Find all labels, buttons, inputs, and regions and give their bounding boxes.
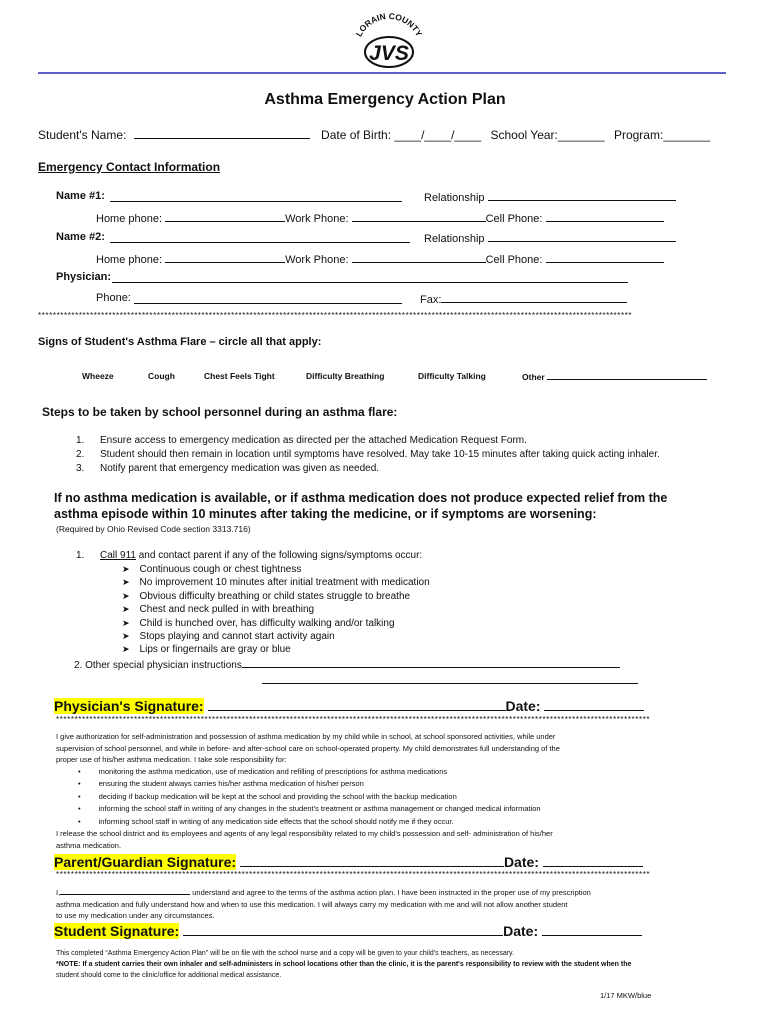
student-date-label: Date:: [503, 923, 539, 939]
call-911-link[interactable]: Call 911: [100, 550, 136, 561]
authorization-text: [56, 731, 560, 766]
relationship1-field[interactable]: [488, 190, 676, 201]
parent-date-field[interactable]: [543, 853, 643, 867]
release-text: [56, 828, 553, 851]
separator-stars-2: ****************************************************************************************************************************************************************: [56, 715, 651, 724]
physician-date-label: Date:: [505, 698, 541, 714]
call-911-number: 1.: [76, 550, 85, 561]
cell-phone2-field[interactable]: [546, 252, 664, 263]
step-2: Student should then remain in location until symptoms have resolved. May take 10-15 minutes after taking quick acting inhaler.: [100, 449, 660, 460]
footer-note-1: This completed “Asthma Emergency Action Plan” will be on file with the school nurse and a copy will be given to your child's teachers, as necessary.: [56, 950, 514, 957]
relationship2-label: Relationship: [424, 233, 485, 245]
release-line-1: I release the school district and its employees and agents of any legal responsibility related to my child's possession and self- administration of his/her: [56, 829, 553, 838]
home-phone1-field[interactable]: [165, 211, 285, 222]
ohio-code-note: (Required by Ohio Revised Code section 3313.716): [56, 524, 251, 534]
svg-text:LORAIN COUNTY: LORAIN COUNTY: [353, 12, 425, 39]
separator-stars: ****************************************************************************************************************************************************************: [38, 311, 633, 320]
sign-wheeze[interactable]: Wheeze: [82, 371, 114, 381]
sign-difficulty-talking[interactable]: Difficulty Talking: [418, 371, 486, 381]
step-1: Ensure access to emergency medication as directed per the attached Medication Request Form.: [100, 435, 527, 446]
responsibility-3: deciding if backup medication will be kept at the school and providing the school with the backup medication: [98, 791, 457, 801]
footer-notes: [56, 948, 631, 981]
emergency-heading: Emergency Contact Information: [38, 160, 221, 174]
sign-chest-tight[interactable]: Chest Feels Tight: [204, 371, 275, 381]
separator-stars-3: ****************************************************************************************************************************************************************: [56, 870, 651, 879]
symptom-1: Continuous cough or chest tightness: [139, 564, 302, 575]
fax-field[interactable]: [441, 292, 627, 303]
cell-phone1-label: Cell Phone:: [485, 213, 543, 225]
responsibility-5: informing school staff in writing of any medication side effects that the school should notify me if they occur.: [98, 816, 454, 826]
responsibility-4: informing the school staff in writing of any changes in the student's treatment or asthma management or changed medical information: [98, 804, 541, 814]
symptom-3: Obvious difficulty breathing or child states struggle to breathe: [139, 590, 411, 602]
fax-label: Fax:: [420, 294, 442, 306]
parent-signature-label: Parent/Guardian Signature:: [54, 854, 237, 870]
physician-field[interactable]: [112, 272, 628, 283]
form-code: 1/17 MKW/blue: [600, 991, 652, 1000]
other-instructions-field[interactable]: [242, 657, 620, 668]
program-label[interactable]: Program:_______: [613, 128, 711, 142]
student-agree-line-2: asthma medication and fully understand how and when to use this medication. I will always carry my medication with me and will not allow another student: [56, 899, 568, 909]
home-phone2-label: Home phone:: [96, 254, 163, 266]
parent-signature-field[interactable]: [240, 853, 504, 867]
page-title: Asthma Emergency Action Plan: [264, 91, 506, 108]
phone-field[interactable]: [134, 293, 402, 304]
relationship2-field[interactable]: [488, 231, 676, 242]
name1-label: Name #1:: [56, 190, 105, 202]
other-instructions-label: 2. Other special physician instructions: [74, 660, 242, 671]
responsibility-list: [78, 766, 541, 828]
auth-line-1: I give authorization for self-administration and possession of asthma medication by my child while in school, at school sponsored activities, while under: [56, 732, 556, 741]
student-name-label: Student's Name:: [38, 128, 127, 142]
jvs-logo: [348, 12, 430, 72]
symptom-7: Lips or fingernails are gray or blue: [139, 644, 291, 656]
dob-label[interactable]: Date of Birth: ____/____/____: [321, 128, 482, 142]
work-phone1-label: Work Phone:: [285, 213, 349, 225]
cell-phone2-label: Cell Phone:: [485, 254, 543, 266]
no-med-line1: If no asthma medication is available, or if asthma medication does not produce expected relief from the: [54, 491, 668, 505]
physician-date-field[interactable]: [544, 697, 644, 711]
sign-other[interactable]: Other: [522, 372, 545, 382]
student-agree-name-field[interactable]: [60, 886, 190, 895]
student-row: [38, 128, 710, 142]
home-phone2-field[interactable]: [165, 252, 285, 263]
student-agree-line-3: to use my medication under any circumstances.: [56, 911, 215, 921]
student-signature-label: Student Signature:: [54, 923, 180, 939]
symptom-4: Chest and neck pulled in with breathing: [139, 604, 315, 616]
signs-heading: Signs of Student's Asthma Flare – circle all that apply:: [38, 336, 322, 348]
work-phone1-field[interactable]: [352, 211, 486, 222]
release-line-2: asthma medication.: [56, 840, 122, 850]
responsibility-1: monitoring the asthma medication, use of medication and refilling of prescriptions for asthma medications: [98, 767, 448, 776]
name2-label: Name #2:: [56, 231, 105, 243]
name2-field[interactable]: [110, 232, 410, 243]
symptom-5: Child is hunched over, has difficulty walking and/or talking: [139, 617, 395, 629]
sign-cough[interactable]: Cough: [148, 371, 175, 381]
student-agree-i: I,: [56, 888, 61, 897]
symptom-list: [122, 563, 430, 657]
auth-line-2: supervision of school personnel, and while in before- and after-school care on school-operated property. My child demonstrates full understanding of the: [56, 743, 560, 753]
no-med-line2: asthma episode within 10 minutes after taking the medicine, or if symptoms are worsening:: [54, 507, 597, 521]
symptom-6: Stops playing and cannot start activity again: [139, 631, 335, 643]
steps-heading: Steps to be taken by school personnel during an asthma flare:: [42, 405, 398, 419]
work-phone2-label: Work Phone:: [285, 254, 349, 266]
physician-signature-field[interactable]: [208, 697, 506, 711]
student-signature-field[interactable]: [183, 922, 503, 936]
svg-text:JVS: JVS: [369, 42, 409, 65]
relationship1-label: Relationship: [424, 192, 485, 204]
home-phone1-label: Home phone:: [96, 213, 163, 225]
call-911-text: and contact parent if any of the following signs/symptoms occur:: [135, 550, 423, 561]
physician-signature-label: Physician's Signature:: [54, 698, 204, 714]
parent-date-label: Date:: [503, 854, 539, 870]
other-instructions-field-2[interactable]: [262, 673, 638, 684]
work-phone2-field[interactable]: [352, 252, 486, 263]
student-agreement: [56, 886, 591, 922]
step-3: Notify parent that emergency medication was given as needed.: [100, 463, 380, 474]
student-date-field[interactable]: [542, 922, 642, 936]
auth-line-3: proper use of his/her asthma medication. I take sole responsibility for:: [56, 755, 287, 765]
cell-phone1-field[interactable]: [546, 211, 664, 222]
footer-note-3: student should come to the clinic/office for additional medical assistance.: [56, 972, 282, 979]
header-rule: [38, 72, 726, 74]
responsibility-2: ensuring the student always carries his/her asthma medication of his/her person: [98, 779, 364, 789]
phone-label: Phone:: [96, 292, 131, 304]
physician-label: Physician:: [56, 271, 112, 283]
symptom-2: No improvement 10 minutes after initial treatment with medication: [139, 577, 430, 589]
sign-other-field[interactable]: [547, 371, 707, 380]
school-year-label[interactable]: School Year:_______: [490, 128, 605, 142]
name1-field[interactable]: [110, 191, 402, 202]
student-name-field[interactable]: [134, 128, 310, 139]
sign-difficulty-breathing[interactable]: Difficulty Breathing: [306, 371, 385, 381]
footer-note-2: *NOTE: If a student carries their own inhaler and self-administers in school locations other than the clinic, it is the parent's responsibility to review with the student when the: [56, 961, 632, 968]
student-agree-line-1: understand and agree to the terms of the asthma action plan. I have been instructed in the proper use of my prescription: [192, 888, 591, 897]
